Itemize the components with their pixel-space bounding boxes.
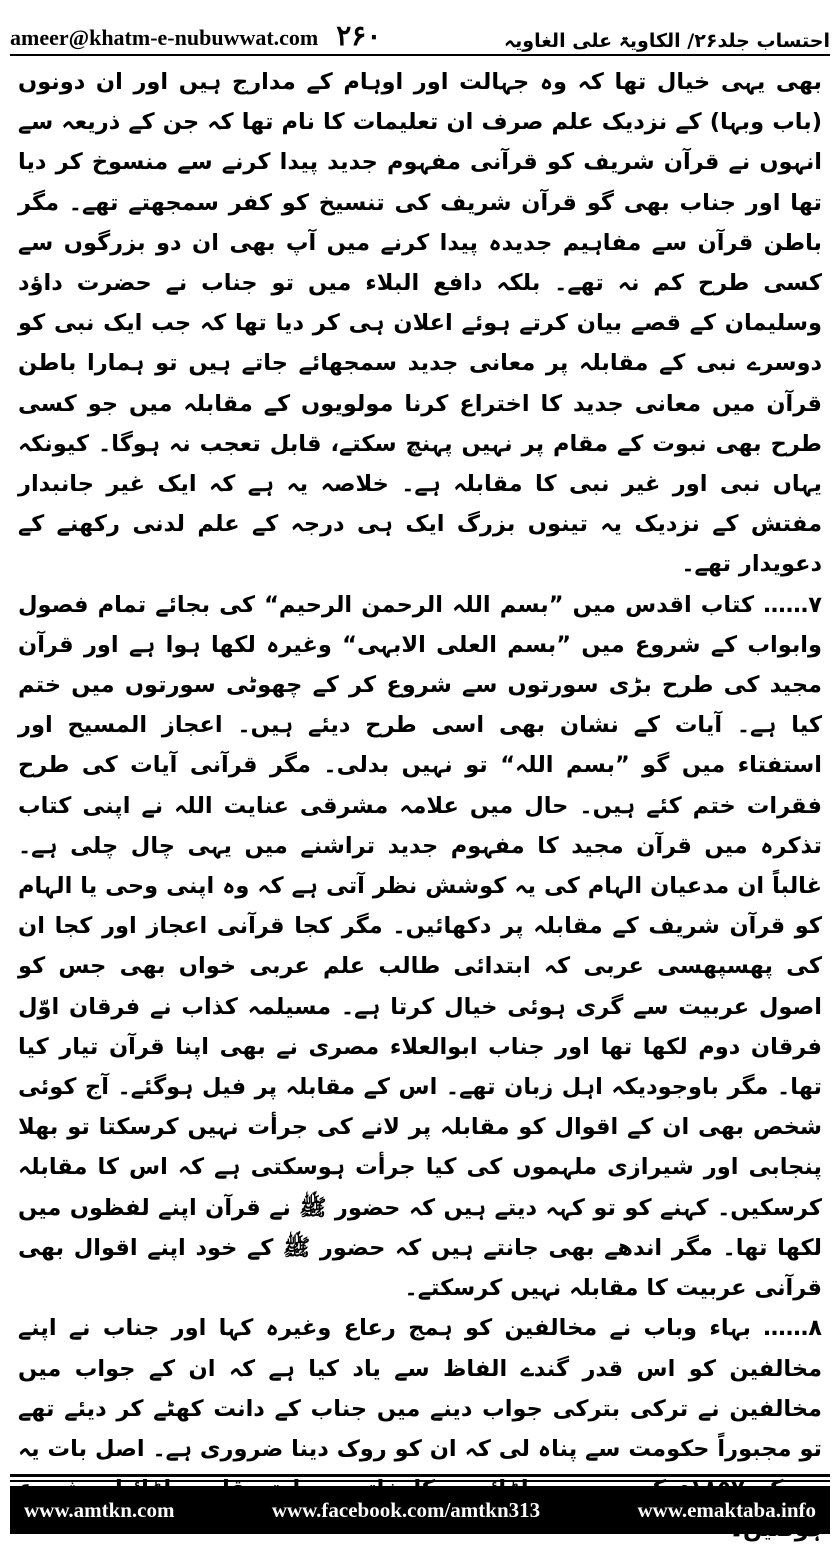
footer-divider <box>10 1474 830 1482</box>
paragraph-8: ۸…… بہاء وباب نے مخالفین کو ہمج رعاع وغیرہ کہا اور جناب نے اپنے مخالفین کو اس قدر گندے الفاظ سے یاد کیا ہے کہ ان کے جواب میں مخالفین نے ترکی بترکی جواب دینے میں جناب کے دانت کھٹے کر دیئے تھے تو مجبوراً حکومت سے پناہ لی کہ ان کو روک دینا ضروری ہے۔ اصل بات یہ <box>18 1315 822 1462</box>
page-number: ۲۶۰ <box>336 19 382 52</box>
footer-link-emaktaba[interactable]: www.emaktaba.info <box>637 1497 816 1522</box>
paragraph-continuation: بھی یہی خیال تھا کہ وہ جہالت اور اوہام کے مدارج ہیں اور ان دونوں (باب وبہا) کے نزدیک علم صرف ان تعلیمات کا نام تھا کہ جن کے ذریعہ سے انہوں نے قرآن شریف کو قرآنی مفہوم جدید پیدا کرنے سے منسوخ کر دیا تھا اور جناب بھی گو قرآن شریف کی تنسیخ کو کفر سمجھتے تھے۔ مگر باطن قرآن سے مفاہیم جدیدہ پیدا کرنے میں آپ بھی ان دو بزرگوں سے کسی طرح کم نہ تھے۔ بلکہ دافع البلاء میں تو جناب نے حضرت داؤد وسلیمان کے قصے بیان کرتے ہوئے اعلان ہی کر دیا تھا کہ جب ایک نبی کو دوسرے نبی کے مقابلہ پر معانی جدید سمجھائے جاتے ہیں تو ہمارا باطن قرآن میں معانی جدید کا اختراع کرنا مولویوں کے مقابلہ میں جو کسی طرح بھی نبوت کے مقام پر نہیں پہنچ سکتے، قابل تعجب نہ ہوگا۔ کیونکہ یہاں نبی اور غیر نبی کا مقابلہ ہے۔ خلاصہ یہ ہے کہ ایک غیر جانبدار مفتش کے نزدیک یہ تینوں بزرگ ایک ہی درجہ کے علم لدنی رکھنے کے دعویدار تھے۔ <box>18 69 822 578</box>
footer-link-amtkn[interactable]: www.amtkn.com <box>24 1497 175 1522</box>
header-left <box>10 19 381 52</box>
footer-bar <box>10 1486 830 1534</box>
book-title: احتساب جلد۲۶/ الکاویۃ علی الغاویہ <box>504 30 830 52</box>
header-email: ameer@khatm-e-nubuwwat.com <box>10 25 319 50</box>
paragraph-7: ۷…… کتاب اقدس میں ”بسم اللہ الرحمن الرحیم“ کی بجائے تمام فصول وابواب کے شروع میں ”بسم العلی الابہی“ وغیرہ لکھا ہوا ہے اور قرآن مجید کی طرح بڑی سورتوں سے شروع کر کے چھوٹی سورتوں میں ختم کیا ہے۔ آیات کے نشان بھی اسی طرح دیئے ہیں۔ اعجاز المسیح اور استفتاء میں گو ”بسم اللہ“ تو نہیں بدلی۔ مگر قرآنی آیات کی طرح فقرات ختم کئے ہیں۔ حال میں علامہ مشرقی عنایت اللہ نے اپنی کتاب تذکرہ میں قرآن مجید کا مفہوم جدید تراشنے میں یہی چال چلی ہے۔ غالباً ان مدعیان الہام کی یہ کوشش نظر آتی ہے کہ وہ اپنی وحی یا الہام کو قرآن شریف کے مقابلہ پر دکھائیں۔ مگر کجا قرآنی اعجاز اور کجا ان کی پھسپھسی عربی کہ ابتدائی طالب علم عربی خواں بھی جس کو اصول عربیت سے گری ہوئی خیال کرتا ہے۔ مسیلمہ کذاب نے فرقان اوّل فرقان دوم لکھا تھا اور جناب ابوالعلاء مصری نے بھی اپنا قرآن تیار کیا تھا۔ مگر باوجودیکہ اہل زبان تھے۔ اس کے مقابلہ پر فیل ہوگئے۔ آج کوئی شخص بھی ان کے اقوال کو مقابلہ پر لانے کی جرأت نہیں کرسکتا تو بھلا پنجابی اور شیرازی ملہموں کی کیا جرأت ہوسکتی ہے کہ اس کا مقابلہ کرسکیں۔ کہنے کو تو کہہ دیتے ہیں کہ حضور ﷺ نے قرآن اپنے لفظوں میں لکھا تھا۔ مگر اندھے بھی جانتے ہیں کہ حضور ﷺ کے خود اپنے اقوال بھی قرآنی عربیت کا مقابلہ نہیں کرسکتے۔ <box>18 591 822 1302</box>
header-divider <box>10 54 830 56</box>
page-header <box>10 8 830 52</box>
footer-link-facebook[interactable]: www.facebook.com/amtkn313 <box>271 1497 541 1522</box>
page-body <box>18 62 822 1462</box>
